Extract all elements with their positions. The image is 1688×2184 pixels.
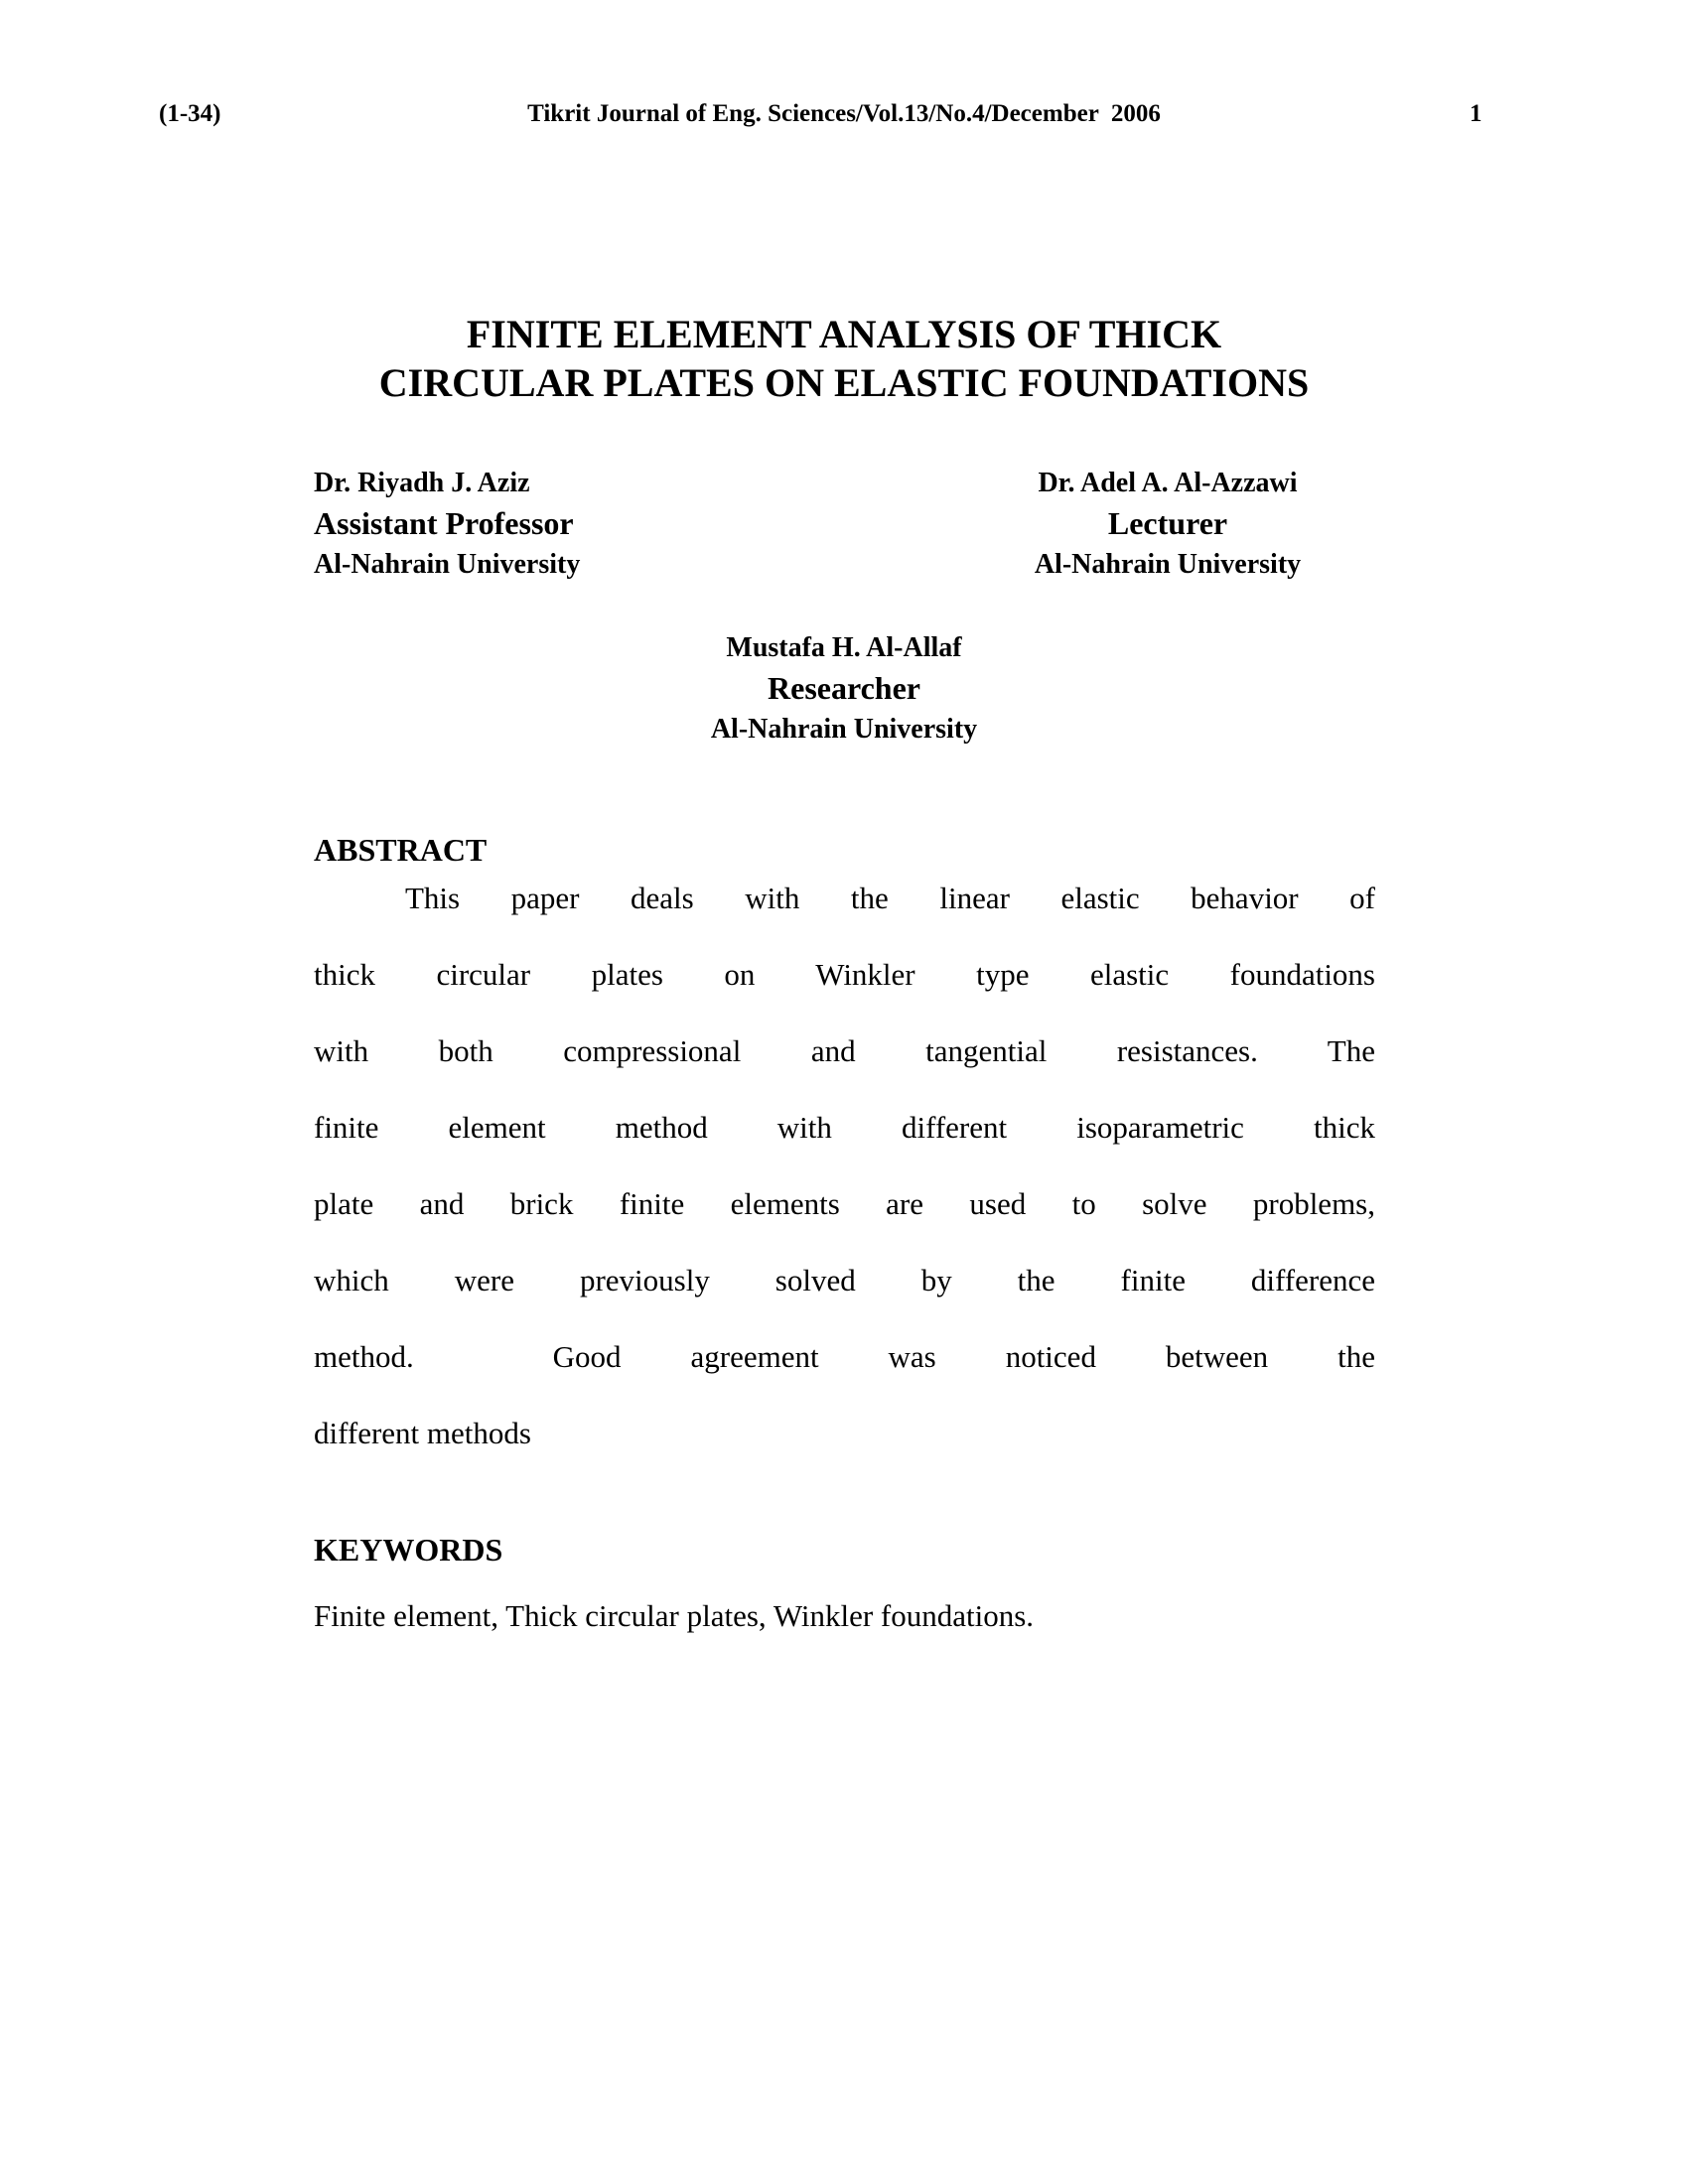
- abstract-heading: ABSTRACT: [314, 832, 488, 868]
- abstract-line: with both compressional and tangential resistances. The: [314, 1033, 1375, 1068]
- author-role: Researcher: [768, 670, 920, 706]
- author-block-2: [999, 463, 1336, 585]
- abstract-line: This paper deals with the linear elastic behavior of: [405, 881, 1375, 915]
- author-role: Assistant Professor: [314, 505, 574, 541]
- author-affiliation: Al-Nahrain University: [314, 549, 581, 580]
- author-name: Dr. Riyadh J. Aziz: [314, 468, 530, 498]
- abstract-line: plate and brick finite elements are used to solve problems,: [314, 1186, 1375, 1221]
- paper-title-line-2: CIRCULAR PLATES ON ELASTIC FOUNDATIONS: [378, 360, 1310, 405]
- author-role: Lecturer: [1107, 505, 1228, 541]
- abstract-body: [314, 860, 1375, 1471]
- article-page-range: (1-34): [159, 100, 221, 127]
- paper-title-line-1: FINITE ELEMENT ANALYSIS OF THICK: [466, 312, 1222, 356]
- abstract-line: finite element method with different isoparametric thick: [314, 1110, 1375, 1145]
- author-affiliation: Al-Nahrain University: [1034, 549, 1302, 580]
- paper-title: [0, 310, 1688, 407]
- page-header: [0, 100, 1688, 130]
- author-name: Mustafa H. Al-Allaf: [726, 632, 962, 663]
- journal-header: Tikrit Journal of Eng. Sciences/Vol.13/No.4/December 2006: [527, 100, 1161, 127]
- abstract-line: which were previously solved by the finite difference: [314, 1263, 1375, 1297]
- abstract-line: method. Good agreement was noticed between the: [314, 1339, 1375, 1374]
- abstract-line: different methods: [314, 1416, 531, 1450]
- keywords-text: Finite element, Thick circular plates, Winkler foundations.: [314, 1598, 1035, 1633]
- author-affiliation: Al-Nahrain University: [710, 714, 978, 745]
- author-block-3: [0, 627, 1688, 750]
- page-number: 1: [1470, 100, 1482, 127]
- author-name: Dr. Adel A. Al-Azzawi: [1038, 468, 1298, 498]
- abstract-line: thick circular plates on Winkler type elastic foundations: [314, 957, 1375, 992]
- keywords-heading: KEYWORDS: [314, 1532, 503, 1568]
- author-block-1: [314, 463, 580, 585]
